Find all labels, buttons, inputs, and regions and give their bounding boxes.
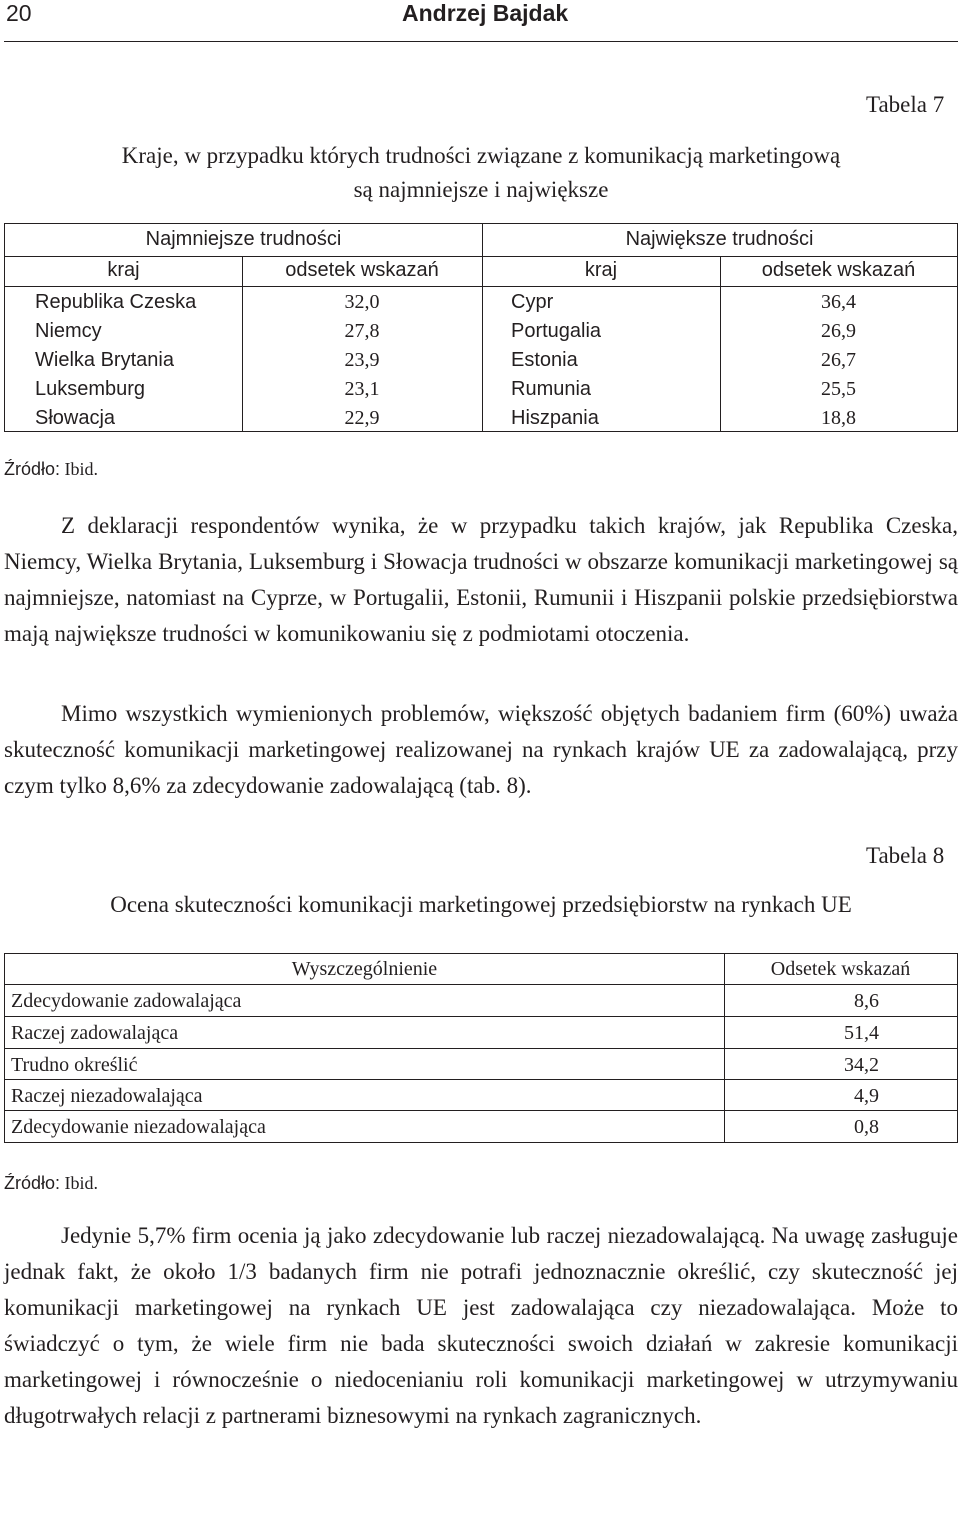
body-paragraph-3: Jedynie 5,7% firm ocenia ją jako zdecydowanie lub raczej niezadowalającą. Na uwagę zasługuje jednak fakt, że około 1/3 badanych firm nie potrafi jednoznacznie określić, czy skuteczność jej komunikacji marketingowej na rynkach UE jest zadowalająca czy niezadowalająca. Może to świadczyć o tym, że wiele firm nie bada skuteczności swoich działań w zakresie komunikacji marketingowej i równocześnie o niedocenianiu roli komunikacji marketingowej w utrzymywaniu długotrwałych relacji z partnerami biznesowymi na rynkach zagranicznych. <box>4 1223 958 1428</box>
table8 <box>4 953 958 1143</box>
table7-row-country-left: Republika Czeska <box>35 291 197 313</box>
table7-row-value-right: 18,8 <box>821 407 856 429</box>
table8-row-value: 4,9 <box>854 1085 879 1107</box>
table7-row-country-right: Rumunia <box>511 378 592 400</box>
table8-row <box>5 985 957 1017</box>
table7-row-country-right: Cypr <box>511 291 554 313</box>
table7-row-value-right: 25,5 <box>821 378 856 400</box>
table7-row-value-right: 26,7 <box>821 349 856 371</box>
table7-row-country-right: Hiszpania <box>511 407 599 429</box>
table7-caption <box>4 139 958 207</box>
table8-row-item: Raczej niezadowalająca <box>11 1085 203 1107</box>
running-header-author: Andrzej Bajdak <box>402 0 569 26</box>
table7-label: Tabela 7 <box>866 92 945 117</box>
body-paragraph-2: Mimo wszystkich wymienionych problemów, większość objętych badaniem firm (60%) uważa skuteczność komunikacji marketingowej realizowanej na rynkach krajów UE za zadowalającą, przy czym tylko 8,6% za zdecydowanie zadowalającą (tab. 8). <box>4 701 958 798</box>
table7-row-country-left: Słowacja <box>35 407 116 429</box>
table7-group-smallest: Najmniejsze trudności <box>145 228 342 250</box>
table7-group-largest: Największe trudności <box>625 228 814 250</box>
table8-row-value: 51,4 <box>844 1022 879 1044</box>
table7 <box>4 223 958 432</box>
table8-col-item: Wyszczególnienie <box>291 958 438 980</box>
table7-row-value-left: 32,0 <box>344 291 380 313</box>
table7-col-share-left: odsetek wskazań <box>285 259 439 281</box>
table8-row-item: Raczej zadowalająca <box>11 1022 179 1044</box>
source-ref: Ibid. <box>64 459 99 479</box>
table7-caption-line1: Kraje, w przypadku których trudności związane z komunikacją marketingową <box>121 143 841 168</box>
table7-row-country-left: Niemcy <box>35 320 102 342</box>
body-paragraph-1: Z deklaracji respondentów wynika, że w przypadku takich krajów, jak Republika Czeska, Niemcy, Wielka Brytania, Luksemburg i Słowacja trudności w obszarze komunikacji marketingowej są najmniejsze, natomiast na Cyprze, w Portugalii, Estonii, Rumunii i Hiszpanii polskie przedsiębiorstwa mają największe trudności w komunikowaniu się z podmiotami otoczenia. <box>4 513 958 646</box>
table8-row <box>5 1080 957 1112</box>
table7-row-country-right: Portugalia <box>511 320 602 342</box>
table7-caption-line2: są najmniejsze i największe <box>353 177 609 202</box>
table8-label: Tabela 8 <box>866 843 945 868</box>
table8-row <box>5 1111 957 1143</box>
source-ref: Ibid. <box>64 1173 99 1193</box>
table8-row-value: 0,8 <box>854 1116 879 1138</box>
table8-caption: Ocena skuteczności komunikacji marketingowej przedsiębiorstw na rynkach UE <box>110 892 852 917</box>
table8-row-value: 34,2 <box>844 1054 879 1076</box>
table8-row <box>5 1017 957 1049</box>
table8-source <box>4 1173 98 1194</box>
table7-col-country-right: kraj <box>584 259 618 281</box>
table7-row-country-right: Estonia <box>511 349 578 371</box>
source-prefix: Źródło: <box>4 1173 61 1193</box>
table7-source <box>4 459 98 480</box>
table7-row-value-left: 27,8 <box>344 320 380 342</box>
table7-row-value-right: 26,9 <box>821 320 856 342</box>
table7-row-value-left: 23,1 <box>344 378 380 400</box>
table7-subheader-divider <box>5 286 957 287</box>
table8-row-item: Zdecydowanie niezadowalająca <box>11 1116 266 1138</box>
table8-row-item: Zdecydowanie zadowalająca <box>11 990 242 1012</box>
source-prefix: Źródło: <box>4 459 61 479</box>
table7-row-value-right: 36,4 <box>821 291 856 313</box>
table7-row-country-left: Luksemburg <box>35 378 146 400</box>
header-divider <box>4 41 958 42</box>
table7-row-country-left: Wielka Brytania <box>35 349 174 371</box>
table8-row-item: Trudno określić <box>11 1054 138 1076</box>
table7-col-country-left: kraj <box>107 259 140 281</box>
page-number: 20 <box>6 0 32 26</box>
table8-col-share: Odsetek wskazań <box>770 958 911 980</box>
table8-row-value: 8,6 <box>854 990 879 1012</box>
table7-col-share-right: odsetek wskazań <box>761 259 916 281</box>
table8-row <box>5 1049 957 1081</box>
table7-row-value-left: 23,9 <box>344 349 380 371</box>
table7-row-value-left: 22,9 <box>344 407 380 429</box>
